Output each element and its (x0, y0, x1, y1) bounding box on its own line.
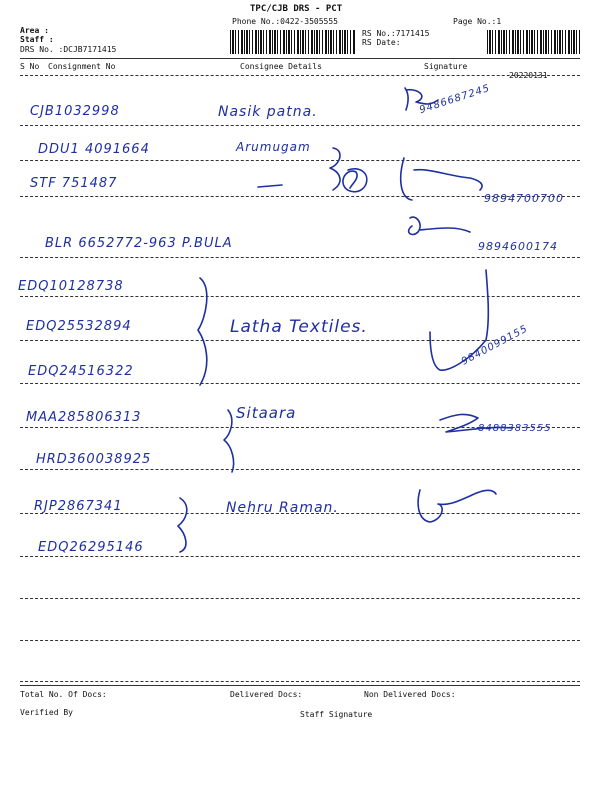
consignment-entry: EDQ10128738 (18, 279, 124, 294)
col-signature: Signature (424, 62, 468, 71)
row-line (20, 257, 580, 258)
signature (409, 217, 470, 234)
row-line (20, 296, 580, 297)
consignment-entry: BLR 6652772-963 P.BULA (45, 236, 233, 251)
col-consignee: Consignee Details (240, 62, 322, 71)
row-line (20, 75, 580, 76)
consignee-entry: Latha Textiles. (230, 317, 368, 337)
brace-mark (178, 498, 187, 552)
row-line (20, 681, 580, 682)
dash-mark (258, 185, 282, 187)
brace-mark (224, 410, 234, 472)
phone-entry: 9894600174 (478, 240, 558, 253)
consignment-entry: MAA285806313 (26, 410, 142, 425)
row-line (20, 160, 580, 161)
page-number: Page No.:1 (453, 17, 502, 26)
date-stamp: 20220131 (509, 71, 548, 80)
staff-label: Staff : (20, 35, 54, 44)
consignment-entry: EDQ25532894 (26, 319, 132, 334)
row-line (20, 556, 580, 557)
phone-entry: 8488383555 (478, 423, 552, 434)
barcode-left (230, 30, 355, 54)
phone-entry: 9840099155 (459, 323, 530, 368)
barcode-right (487, 30, 580, 54)
brace-mark (330, 148, 340, 190)
phone-entry: 9486687245 (418, 82, 492, 117)
consignment-entry: CJB1032998 (30, 104, 120, 119)
rs-date: RS Date: (362, 38, 401, 47)
signature (401, 158, 482, 200)
row-line (20, 125, 580, 126)
consignment-entry: EDQ24516322 (28, 364, 134, 379)
consignment-entry: DDU1 4091664 (38, 142, 150, 157)
consignment-entry: RJP2867341 (34, 499, 123, 514)
consignment-entry: EDQ26295146 (38, 540, 144, 555)
footer-divider (20, 685, 580, 686)
consignee-entry: Nasik patna. (218, 104, 318, 120)
col-consignment: Consignment No (48, 62, 116, 71)
row-line (20, 469, 580, 470)
consignee-entry: Sitaara (236, 404, 297, 422)
consignee-entry: Arumugam (236, 140, 311, 154)
consignment-entry: STF 751487 (30, 176, 118, 191)
staff-signature-label: Staff Signature (300, 710, 373, 719)
row-line (20, 598, 580, 599)
row-line (20, 383, 580, 384)
consignee-entry: Nehru Raman. (226, 500, 339, 516)
document-title: TPC/CJB DRS - PCT (250, 4, 343, 14)
phone-entry: 9894700700 (484, 192, 564, 205)
total-docs-label: Total No. Of Docs: (20, 690, 107, 699)
row-line (20, 640, 580, 641)
consignment-entry: HRD360038925 (36, 452, 152, 467)
delivered-docs-label: Delivered Docs: (230, 690, 303, 699)
area-label: Area : (20, 26, 49, 35)
non-delivered-docs-label: Non Delivered Docs: (364, 690, 456, 699)
phone-number: Phone No.:0422-3505555 (232, 17, 338, 26)
drs-number: DRS No. :DCJB7171415 (20, 45, 117, 54)
signature (418, 490, 496, 522)
circled-signature (343, 169, 367, 192)
header-divider (20, 58, 580, 59)
verified-by-label: Verified By (20, 708, 73, 717)
brace-mark (198, 278, 207, 385)
rs-number: RS No.:7171415 (362, 29, 430, 38)
col-sno: S No (20, 62, 40, 71)
